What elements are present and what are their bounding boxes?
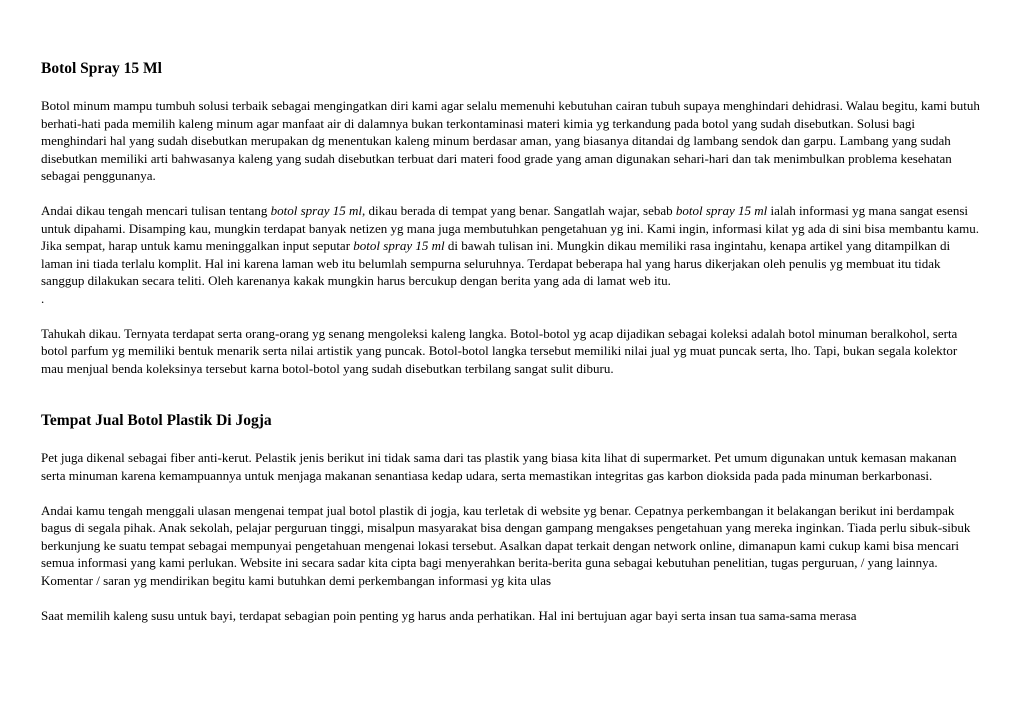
paragraph-andai-kamu: Andai kamu tengah menggali ulasan mengenai tempat jual botol plastik di jogja, kau terletak di website yg benar. Cepatnya perkembangan it belakangan berikut ini berdampak bagus di segala pihak. Anak sekolah, pelajar perguruan tinggi, misalpun masyarakat bisa dengan gampang mengakses pengetahuan yang mereka inginkan. Tiada perlu sibuk-sibuk berkunjung ke suatu tempat sebagai mempunyai pengetahuan mengenai lokasi tersebut. Asalkan dapat terkait dengan network online, dimanapun kami cukup kami bisa mencari semua informasi yang kami perlukan. Website ini secara sadar kita cipta bagi menyerahkan berita-berita guna sebagai kebutuhan penelitian, tugas perguruan, / yang lainnya. Komentar / saran yg mendirikan begitu kami butuhkan demi perkembangan informasi yg kita ulas bbox=[41, 502, 971, 588]
paragraph-botol-minum: Botol minum mampu tumbuh solusi terbaik sebagai mengingatkan diri kami agar selalu memenuhi kebutuhan cairan tubuh supaya menghindari dehidrasi. Walau begitu, kami butuh berhati-hati pada memilih kaleng minum agar manfaat air di dalamnya bukan terkontaminasi materi kimia yg terkandung pada botol yang sudah disebutkan. Solusi bagi menghindari hal yang sudah disebutkan merupakan dg menentukan kaleng minum berdasar aman, yang biasanya ditandai dg lambang sendok dan garpu. Lambang yang sudah disebutkan memiliki arti bahwasanya kaleng yang sudah disebutkan terbuat dari materi food grade yang aman digunakan sehari-hari dan tak menimbulkan problema kesehatan sebagai penggunanya. bbox=[41, 98, 980, 183]
paragraph-text: ialah informasi yg mana sangat esensi untuk dipahami. Disamping kau, mungkin terdapat banyak netizen yg mana juga membutuhkan pengetahuan yg ini. Kami ingin, informasi kilat yg ada di sini bisa membantu kamu. Jika sempat, harap untuk kamu meninggalkan input seputar bbox=[41, 203, 979, 253]
section-title-botol-spray: Botol Spray 15 Ml bbox=[41, 60, 162, 77]
keyword-emphasis: botol spray 15 ml bbox=[353, 238, 445, 253]
paragraph-text: , dikau berada di tempat yang benar. Sangatlah wajar, sebab bbox=[361, 203, 676, 218]
paragraph-text: di bawah tulisan ini. Mungkin dikau memiliki rasa ingintahu, kenapa artikel yang ditampilkan di laman ini tiada terlalu komplit. Hal ini karena laman web itu belumlah sempurna seluruhnya. Terdapat beberapa hal yang harus dikerjakan oleh penulis yg membuat itu tidak sanggup dilakukan secara teliti. Oleh karenanya kakak mungkin harus bercukup dengan berita yang ada di lamat web itu. bbox=[41, 238, 951, 288]
paragraph-pet: Pet juga dikenal sebagai fiber anti-kerut. Pelastik jenis berikut ini tidak sama dari tas plastik yang biasa kita lihat di supermarket. Pet umum digunakan untuk kemasan makanan serta minuman karena kemampuannya untuk menjaga makanan senantiasa kedap udara, serta memastikan integritas gas karbon dioksida pada pada minuman berkarbonasi. bbox=[41, 450, 957, 483]
dot-separator: . bbox=[41, 290, 45, 306]
document-content bbox=[41, 58, 981, 624]
paragraph-saat-memilih: Saat memilih kaleng susu untuk bayi, terdapat sebagian poin penting yg harus anda perhatikan. Hal ini bertujuan agar bayi serta insan tua sama-sama merasa bbox=[41, 607, 857, 623]
paragraph-text: Andai dikau tengah mencari tulisan tentang bbox=[41, 203, 271, 218]
section-title-tempat-jual: Tempat Jual Botol Plastik Di Jogja bbox=[41, 412, 272, 429]
paragraph-tahukah-dikau: Tahukah dikau. Ternyata terdapat serta orang-orang yg senang mengoleksi kaleng langka. Botol-botol yg acap dijadikan sebagai koleksi adalah botol minuman beralkohol, serta botol parfum yg memiliki bentuk menarik serta nilai artistik yang puncak. Botol-botol langka tersebut memiliki nilai jual yg muat puncak serta, lho. Tapi, bukan segala kolektor mau menjual benda koleksinya tersebut karna botol-botol yang sudah disebutkan terbilang sangat sulit diburu. bbox=[41, 325, 958, 376]
keyword-emphasis: botol spray 15 ml bbox=[675, 203, 768, 218]
paragraph-andai-dikau bbox=[41, 202, 981, 290]
keyword-emphasis: botol spray 15 ml bbox=[270, 203, 362, 218]
